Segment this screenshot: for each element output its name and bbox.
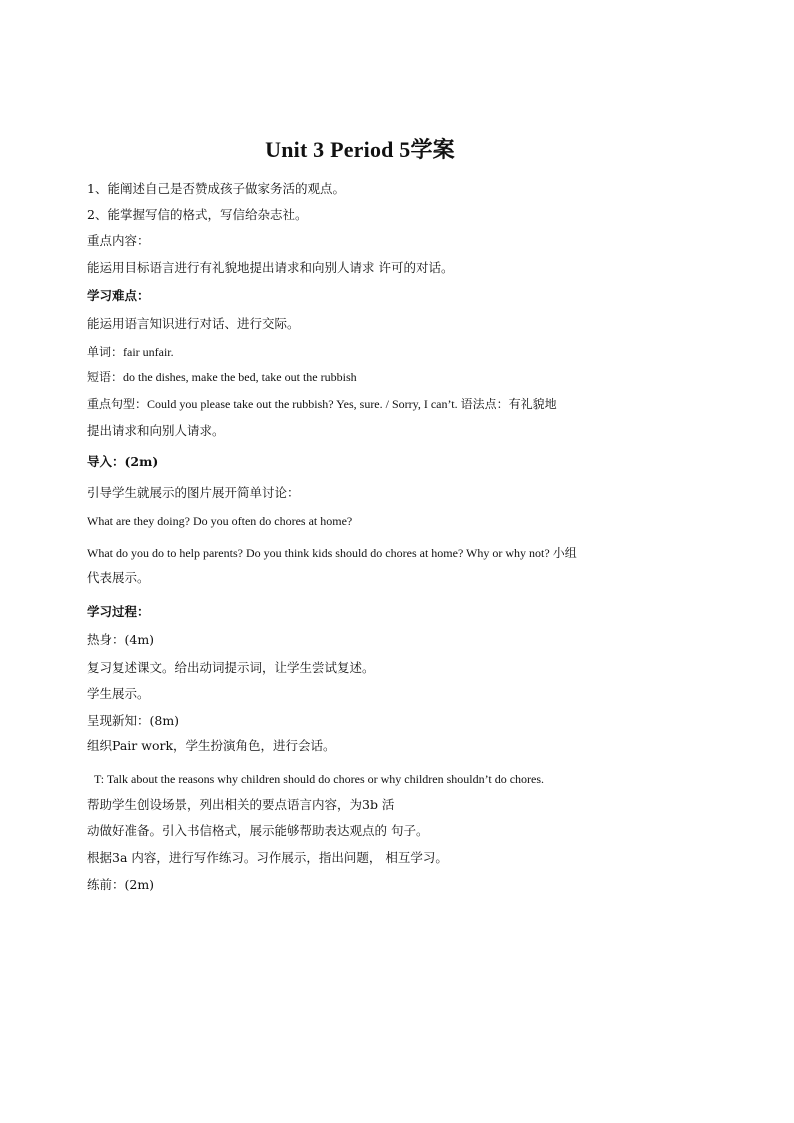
student-show-text: 学生展示。 [87, 686, 150, 701]
phrases-line: 短语：do the dishes, make the bed, take out the rubbish [87, 370, 357, 384]
lead-in-question-1: What are they doing? Do you often do chores at home? [87, 514, 353, 528]
warm-up-label: 热身：(4m) [87, 632, 155, 647]
objective-2: 2、能掌握写信的格式，写信给杂志社。 [87, 207, 308, 222]
difficulty-text: 能运用语言知识进行对话、进行交际。 [87, 316, 300, 331]
lead-in-instruction: 引导学生就展示的图片展开简单讨论： [87, 485, 300, 500]
writing-practice-text: 根据3a 内容，进行写作练习。习作展示，指出问题， 相互学习。 [87, 850, 448, 865]
grammar-continuation: 提出请求和向别人请求。 [87, 423, 225, 438]
presentation-label: 呈现新知：(8m) [87, 713, 180, 728]
warm-up-text: 复习复述课文。给出动词提示词，让学生尝试复述。 [87, 660, 375, 675]
key-content-heading: 重点内容： [87, 233, 150, 248]
difficulty-heading: 学习难点： [87, 288, 150, 303]
lead-in-continuation: 代表展示。 [87, 570, 150, 585]
teacher-prompt: T: Talk about the reasons why children should do chores or why children shouldn’t do chores. [94, 772, 545, 786]
letter-format-text: 动做好准备。引入书信格式，展示能够帮助表达观点的 句子。 [87, 823, 429, 838]
objective-1: 1、能阐述自己是否赞成孩子做家务活的观点。 [87, 181, 345, 196]
vocabulary-line: 单词：fair unfair. [87, 345, 174, 359]
pair-work-text: 组织Pair work，学生扮演角色，进行会话。 [87, 738, 336, 753]
key-sentences-line: 重点句型：Could you please take out the rubbish? Yes, sure. / Sorry, I can’t. 语法点：有礼貌地 [87, 397, 557, 411]
document-title: Unit 3 Period 5学案 [265, 137, 455, 162]
lead-in-heading: 导入：(2m) [87, 454, 159, 469]
scenario-text: 帮助学生创设场景，列出相关的要点语言内容，为3b 活 [87, 797, 395, 812]
key-content-text: 能运用目标语言进行有礼貌地提出请求和向别人请求 许可的对话。 [87, 260, 454, 275]
pre-practice-label: 练前：(2m) [87, 877, 155, 892]
lead-in-question-2: What do you do to help parents? Do you think kids should do chores at home? Why or why not? 小组 [87, 546, 577, 560]
process-heading: 学习过程： [87, 604, 150, 619]
